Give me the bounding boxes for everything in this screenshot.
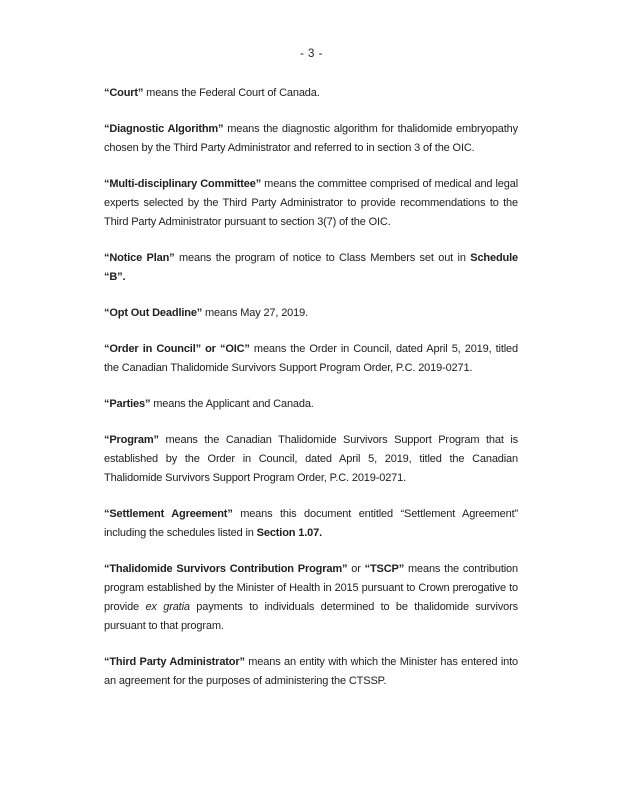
text-segment-bold: “Order in Council” or “OIC” <box>104 343 250 355</box>
text-segment-regular: means May 27, 2019. <box>202 307 308 319</box>
text-segment-regular: or <box>347 563 365 575</box>
text-segment-regular: means the Canadian Thalidomide Survivors Support Program that is established by the Order in Council, dated April 5, 2019, titled the Canadian Thalidomide Survivors Support Program Order, P.C. 2019-0271. <box>104 434 518 484</box>
text-segment-bold: “Thalidomide Survivors Contribution Program” <box>104 563 348 575</box>
text-segment-italic: ex gratia <box>145 601 190 613</box>
text-segment-bold: “Multi-disciplinary Committee” <box>104 178 262 190</box>
text-segment-bold: “Notice Plan” <box>104 252 175 264</box>
text-segment-regular: means the Applicant and Canada. <box>150 398 314 410</box>
definition-court <box>104 84 518 103</box>
text-segment-bold: “TSCP” <box>364 563 405 575</box>
definition-thalidomide-survivors-contribution-program <box>104 560 518 636</box>
definition-diagnostic-algorithm <box>104 120 518 158</box>
definition-opt-out-deadline <box>104 304 518 323</box>
text-segment-regular: means this document entitled “Settlement Agreement” including the schedules listed in <box>104 508 518 539</box>
definition-multi-disciplinary-committee <box>104 175 518 232</box>
page-number: - 3 - <box>300 48 323 60</box>
text-segment-regular: means the Federal Court of Canada. <box>143 87 320 99</box>
text-segment-regular: means an entity with which the Minister has entered into an agreement for the purposes of administering the CTSSP. <box>104 656 518 687</box>
text-segment-regular: means the Order in Council, dated April 5, 2019, titled the Canadian Thalidomide Survivors Support Program Order, P.C. 2019-0271. <box>104 343 518 374</box>
definitions-section <box>104 84 518 691</box>
text-segment-bold: “Parties” <box>104 398 151 410</box>
text-segment-regular: means the committee comprised of medical and legal experts selected by the Third Party Administrator to provide recommendations to the Third Party Administrator pursuant to section 3(7) of the OIC. <box>104 178 518 228</box>
definition-third-party-administrator <box>104 653 518 691</box>
definition-settlement-agreement <box>104 505 518 543</box>
definition-parties <box>104 395 518 414</box>
text-segment-bold: “Program” <box>104 434 159 446</box>
text-segment-bold: “Third Party Administrator” <box>104 656 245 668</box>
text-segment-bold: “Diagnostic Algorithm” <box>104 123 224 135</box>
definition-program <box>104 431 518 488</box>
text-segment-bold: “Opt Out Deadline” <box>104 307 203 319</box>
text-segment-regular: means the contribution program established by the Minister of Health in 2015 pursuant to Crown prerogative to provide <box>104 563 518 613</box>
text-segment-regular: means the program of notice to Class Members set out in <box>174 252 471 264</box>
text-segment-bold: “Settlement Agreement” <box>104 508 233 520</box>
text-segment-bold: Section 1.07. <box>256 527 322 539</box>
text-segment-bold: Schedule “B”. <box>104 252 518 283</box>
text-segment-regular: means the diagnostic algorithm for thalidomide embryopathy chosen by the Third Party Administrator and referred to in section 3 of the OIC. <box>104 123 518 154</box>
text-segment-regular: payments to individuals determined to be thalidomide survivors pursuant to that program. <box>104 601 518 632</box>
definition-notice-plan <box>104 249 518 287</box>
text-segment-bold: “Court” <box>104 87 144 99</box>
definition-order-in-council <box>104 340 518 378</box>
